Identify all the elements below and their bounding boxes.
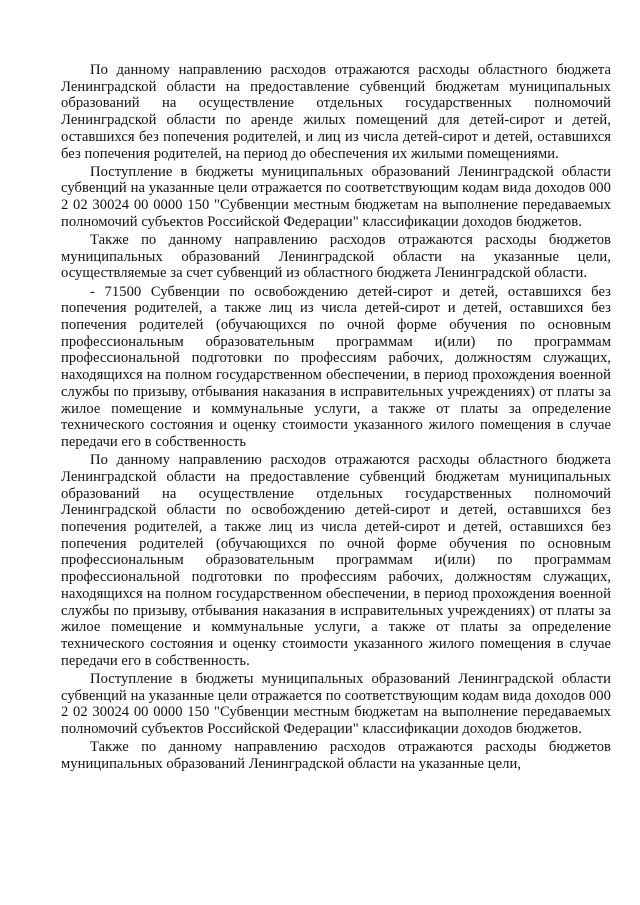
document-page: [61, 62, 611, 773]
paragraph-regional-budget-rent-subventions: По данному направлению расходов отражаются расходы областного бюджета Ленинградской области на предоставление субвенций бюджетам муниципальных образований на осуществление отдельных государственных полномочий Ленинградской области по аренде жилых помещений для детей-сирот и детей, оставшихся без попечения родителей, и лиц из числа детей-сирот и детей, оставшихся без попечения родителей, на период до обеспечения их жилыми помещениями.: [61, 62, 611, 162]
paragraph-municipal-expenses-rent: Также по данному направлению расходов отражаются расходы бюджетов муниципальных образований Ленинградской области на указанные цели, осуществляемые за счет субвенций из областного бюджета Ленинградской области.: [61, 232, 611, 282]
paragraph-code-71500-heading: - 71500 Субвенции по освобождению детей-сирот и детей, оставшихся без попечения родителей, а также лиц из числа детей-сирот и детей, оставшихся без попечения родителей (обучающихся по очной форме обучения по основным профессиональным образовательным программам и(или) по программам профессиональной подготовки по профессиям рабочих, должностям служащих, находящихся на полном государственном обеспечении, в период прохождения военной службы по призыву, отбывания наказания в исправительных учреждениях) от платы за жилое помещение и коммунальные услуги, а также от платы за определение технического состояния и оценку стоимости указанного жилого помещения в случае передачи его в собственность: [61, 283, 611, 450]
paragraph-municipal-expenses-exemption: Также по данному направлению расходов отражаются расходы бюджетов муниципальных образований Ленинградской области на указанные цели,: [61, 739, 611, 772]
paragraph-income-codes-rent: Поступление в бюджеты муниципальных образований Ленинградской области субвенций на указанные цели отражается по соответствующим кодам вида доходов 000 2 02 30024 00 0000 150 "Субвенции местным бюджетам на выполнение передаваемых полномочий субъектов Российской Федерации" классификации доходов бюджетов.: [61, 163, 611, 230]
paragraph-income-codes-exemption: Поступление в бюджеты муниципальных образований Ленинградской области субвенций на указанные цели отражается по соответствующим кодам вида доходов 000 2 02 30024 00 0000 150 "Субвенции местным бюджетам на выполнение передаваемых полномочий субъектов Российской Федерации" классификации доходов бюджетов.: [61, 670, 611, 737]
paragraph-regional-budget-exemption-subventions: По данному направлению расходов отражаются расходы областного бюджета Ленинградской области на предоставление субвенций бюджетам муниципальных образований на осуществление отдельных государственных полномочий Ленинградской области по освобождению детей-сирот и детей, оставшихся без попечения родителей, а также лиц из числа детей-сирот и детей, оставшихся без попечения родителей (обучающихся по очной форме обучения по основным профессиональным образовательным программам и(или) по программам профессиональной подготовки по профессиям рабочих, должностям служащих, находящихся на полном государственном обеспечении, в период прохождения военной службы по призыву, отбывания наказания в исправительных учреждениях) от платы за жилое помещение и коммунальные услуги, а также от платы за определение технического состояния и оценку стоимости указанного жилого помещения в случае передачи его в собственность.: [61, 452, 611, 669]
